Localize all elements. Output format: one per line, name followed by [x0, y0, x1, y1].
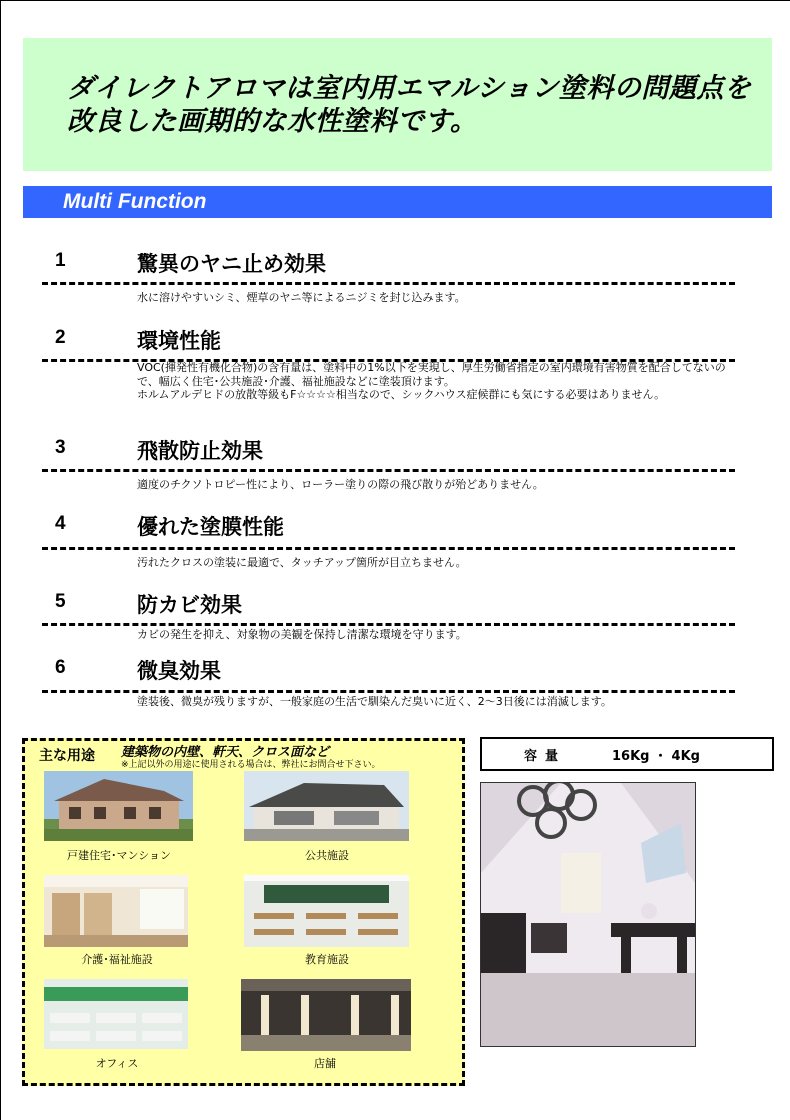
feature-description: 塗装後、微臭が残りますが、一般家庭の生活で馴染んだ臭いに近く、2～3日後には消滅します。 — [137, 695, 612, 708]
headline-banner — [23, 38, 772, 171]
store-photo — [241, 979, 411, 1051]
office-photo — [44, 979, 188, 1049]
feature-title: 環境性能 — [137, 329, 221, 353]
caption-care: 介護･福祉施設 — [81, 953, 153, 966]
care-facility-photo — [44, 875, 188, 947]
headline-text: ダイレクトアロマは室内用エマルション塗料の問題点を改良した画期的な水性塗料です。 — [67, 73, 752, 137]
feature-divider — [42, 547, 735, 550]
feature-number: 3 — [55, 437, 66, 458]
uses-label: 主な用途 — [39, 748, 95, 764]
uses-note: ※上記以外の用途に使用される場合は、弊社にお問合せ下さい。 — [121, 760, 381, 770]
left-border — [0, 0, 1, 1120]
section-title: Multi Function — [63, 190, 207, 213]
feature-description: VOC(揮発性有機化合物)の含有量は、塗料中の1%以下を実現し、厚生労働省指定の室内環境有害物質を配合してないので、幅広く住宅･公共施設･介護、福祉施設などに塗装頂けます。 ホルムアルデヒドの放散等級もF☆☆☆☆相当なので、シックハウス症候群にも気にする必要はありません。 — [137, 361, 726, 401]
feature-description: 汚れたクロスの塗装に最適で、タッチアップ箇所が目立ちません。 — [137, 556, 467, 569]
house-photo — [44, 771, 193, 841]
feature-description: カビの発生を抑え、対象物の美観を保持し清潔な環境を守ります。 — [137, 628, 467, 641]
caption-office: オフィス — [95, 1057, 139, 1070]
feature-description: 水に溶けやすいシミ、煙草のヤニ等によるニジミを封じ込みます。 — [137, 291, 466, 304]
uses-heading: 建築物の内壁、軒天、クロス面など — [121, 745, 330, 760]
feature-number: 2 — [55, 327, 66, 348]
public-facility-photo — [244, 771, 409, 841]
feature-title: 防カビ効果 — [137, 593, 242, 617]
top-border — [0, 0, 790, 1]
feature-title: 微臭効果 — [137, 659, 221, 683]
feature-divider — [42, 282, 735, 285]
feature-title: 優れた塗膜性能 — [137, 515, 284, 539]
feature-number: 5 — [55, 591, 66, 612]
feature-divider — [42, 623, 735, 626]
capacity-label: 容量 — [524, 749, 567, 764]
feature-number: 6 — [55, 657, 66, 678]
caption-public: 公共施設 — [305, 849, 349, 862]
section-bar — [23, 186, 772, 218]
capacity-value: 16Kg ・ 4Kg — [612, 749, 700, 764]
uses-panel — [22, 738, 465, 1086]
feature-title: 驚異のヤニ止め効果 — [137, 252, 326, 276]
feature-number: 1 — [55, 250, 66, 271]
feature-title: 飛散防止効果 — [137, 439, 263, 463]
feature-divider — [42, 469, 735, 472]
feature-divider — [42, 690, 735, 693]
room-photo — [480, 782, 696, 1047]
caption-store: 店舗 — [314, 1057, 336, 1070]
caption-school: 教育施設 — [305, 953, 349, 966]
capacity-box — [480, 737, 774, 771]
caption-house: 戸建住宅･マンション — [66, 849, 171, 862]
feature-description: 適度のチクソトロピー性により、ローラー塗りの際の飛び散りが殆どありません。 — [137, 478, 544, 491]
school-photo — [244, 875, 409, 947]
feature-number: 4 — [55, 513, 66, 534]
